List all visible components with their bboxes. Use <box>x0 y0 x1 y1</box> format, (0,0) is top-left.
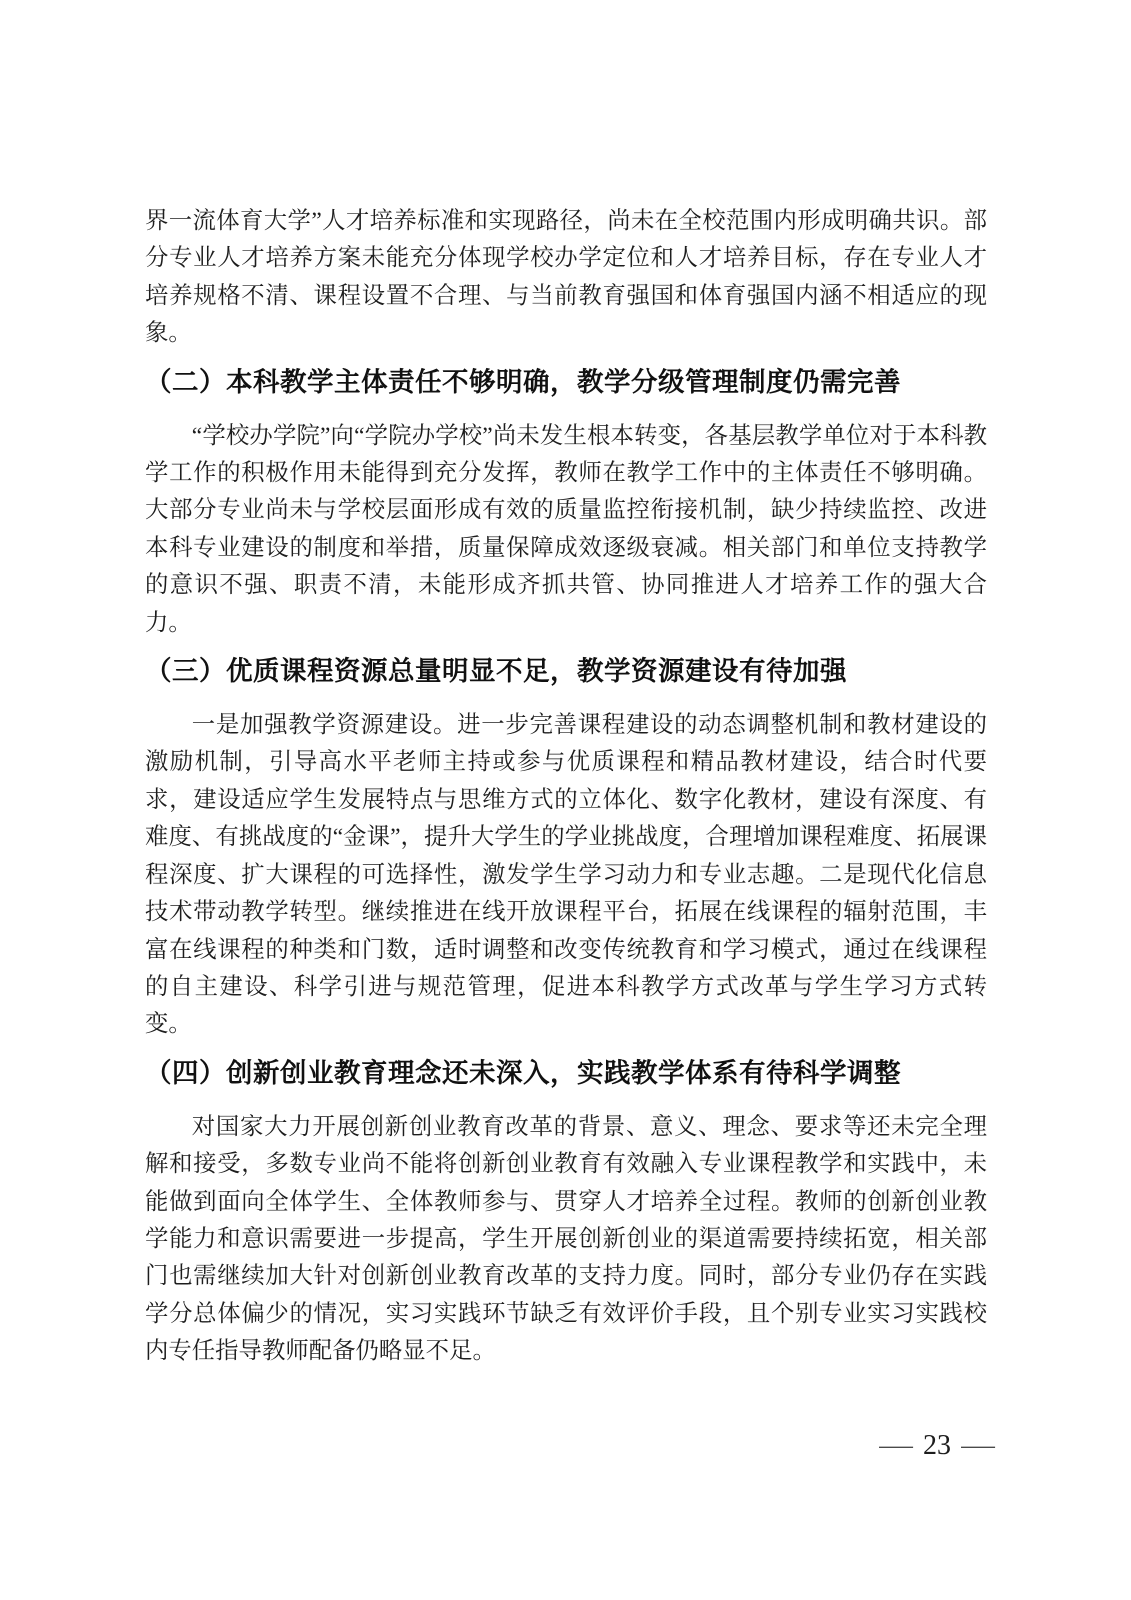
page-number: 23 <box>923 1430 951 1461</box>
paragraph-section-4: 对国家大力开展创新创业教育改革的背景、意义、理念、要求等还未完全理解和接受，多数专业尚不能将创新创业教育有效融入专业课程教学和实践中，未能做到面向全体学生、全体教师参与、贯穿人才培养全过程。教师的创新创业教学能力和意识需要进一步提高，学生开展创新创业的渠道需要持续拓宽，相关部门也需继续加大针对创新创业教育改革的支持力度。同时，部分专业仍存在实践学分总体偏少的情况，实习实践环节缺乏有效评价手段，且个别专业实习实践校内专任指导教师配备仍略显不足。 <box>145 1113 987 1365</box>
document-body <box>145 203 987 1371</box>
heading-section-3: （三）优质课程资源总量明显不足，教学资源建设有待加强 <box>145 656 847 687</box>
paragraph-section-2: “学校办学院”向“学院办学校”尚未发生根本转变，各基层教学单位对于本科教学工作的积极作用未能得到充分发挥，教师在教学工作中的主体责任不够明确。大部分专业尚未与学校层面形成有效的质量监控衔接机制，缺少持续监控、改进本科专业建设的制度和举措，质量保障成效逐级衰减。相关部门和单位支持教学的意识不强、职责不清，未能形成齐抓共管、协同推进人才培养工作的强大合力。 <box>145 422 987 636</box>
paragraph-continued: 界一流体育大学”人才培养标准和实现路径，尚未在全校范围内形成明确共识。部分专业人才培养方案未能充分体现学校办学定位和人才培养目标，存在专业人才培养规格不清、课程设置不合理、与当前教育强国和体育强国内涵不相适应的现象。 <box>145 208 987 347</box>
footer-dash-right: — <box>961 1430 995 1461</box>
footer-dash-left: — <box>879 1430 913 1461</box>
heading-section-2: （二）本科教学主体责任不够明确，教学分级管理制度仍需完善 <box>145 366 901 397</box>
heading-section-4: （四）创新创业教育理念还未深入，实践教学体系有待科学调整 <box>145 1057 901 1088</box>
page-footer <box>879 1430 995 1462</box>
paragraph-section-3: 一是加强教学资源建设。进一步完善课程建设的动态调整机制和教材建设的激励机制，引导高水平老师主持或参与优质课程和精品教材建设，结合时代要求，建设适应学生发展特点与思维方式的立体化、数字化教材，建设有深度、有难度、有挑战度的“金课”，提升大学生的学业挑战度，合理增加课程难度、拓展课程深度、扩大课程的可选择性，激发学生学习动力和专业志趣。二是现代化信息技术带动教学转型。继续推进在线开放课程平台，拓展在线课程的辐射范围，丰富在线课程的种类和门数，适时调整和改变传统教育和学习模式，通过在线课程的自主建设、科学引进与规范管理，促进本科教学方式改革与学生学习方式转变。 <box>145 712 987 1038</box>
